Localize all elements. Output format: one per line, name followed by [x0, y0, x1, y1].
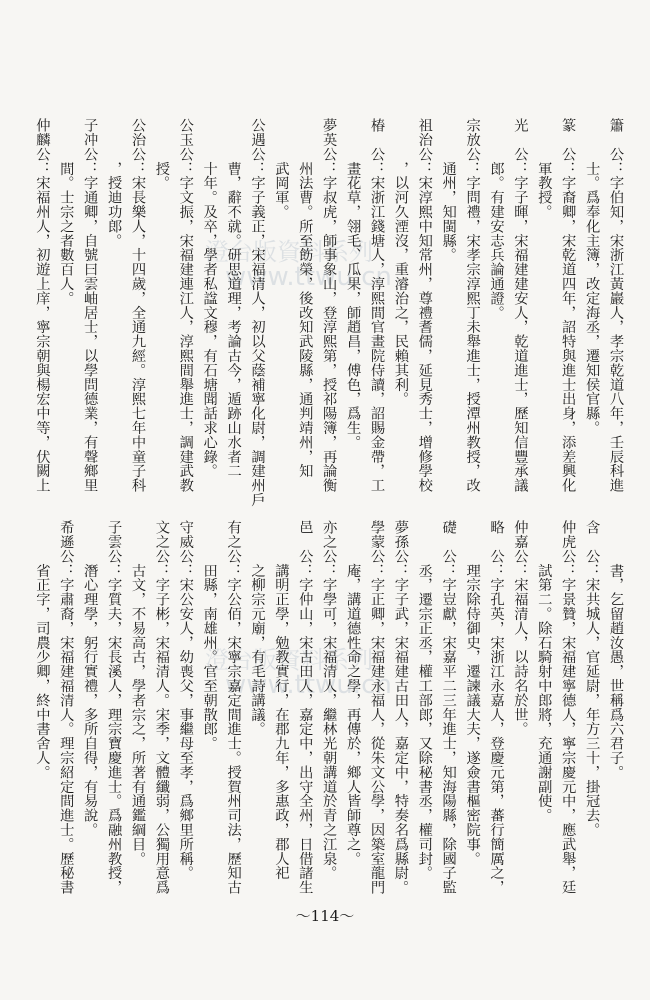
text-column: 士。爲奉化主簿，改定海丞，遷知侯官縣。: [584, 118, 601, 435]
text-column: 通州，知閩縣。: [440, 118, 457, 262]
watermark-url: www.ttwu.cn: [225, 670, 392, 700]
text-column: 學蒙公：字正卿，宋福建永福人，從朱文公學，因築室龍門: [369, 520, 385, 895]
text-column: 椿 公：宋浙江錢塘人，淳熙間官畫院侍讀，詔賜金帶，工: [369, 118, 385, 493]
text-column: ，以河久湮沒，重濬治之，民賴其利。: [392, 118, 409, 406]
text-column: 亦之公：字學可，宋福清人，繼林光朝講道於青之江泉。: [321, 520, 338, 880]
text-column: 間。士宗之者數百人。: [58, 118, 75, 306]
text-column: 十年。及卒，學者私諡文穆，有石塘聞話求心錄。: [201, 118, 218, 478]
page-number: ～114～: [295, 907, 355, 925]
text-column: 有之公：字公佰，宋寧宗嘉定間進士。授賀州司法，歷知古: [225, 520, 242, 895]
text-column: 祖治公：宋淳熙中知常州，尊禮耆儒，延見秀士，增修學校: [416, 118, 433, 493]
text-column: 講明正學，勉教實行，在郡九年，多惠政，郡人祀: [273, 520, 290, 880]
text-column: 丞，遷宗正丞，權工部郎，又除秘書丞，權司封。: [416, 520, 433, 880]
watermark-url: www.ttwu.cn: [225, 262, 392, 292]
text-column: 州法曹。所至飭榮，後改知武陵縣，通判靖州，知: [297, 118, 314, 478]
text-column: 軍教授。: [536, 118, 553, 219]
text-column: 略 公：字孔英，宋浙江永嘉人，登慶元第，蕃行簡厲之，: [488, 520, 505, 895]
text-column: 仲麟公：宋福州人，初遊上庠，寧宗朝與楊宏中等，伏闕上: [34, 118, 51, 493]
text-column: 省正字，司農少卿，終中書舍人。: [34, 520, 51, 780]
text-column: 理宗除侍御史，遷諫議大夫，遂僉書樞密院事。: [464, 520, 481, 866]
text-column: 畫花草，翎毛、瓜果，師趙昌，傅色，爲生。: [345, 118, 362, 450]
text-column: 仲嘉公：宋福清人，以詩名於世。: [512, 520, 529, 736]
text-column: 之柳宗元廟，有毛詩講議。: [249, 520, 266, 736]
text-column: 守威公：宋公安人，幼喪父，事繼母至孝，爲鄉里所稱。: [177, 520, 194, 880]
text-column: 夢孫公：字子武，宋福建古田人，嘉定中，特奏名爲縣尉。: [392, 520, 409, 895]
text-column: 夢英公：字叔虎，師事象山，登淳熙第，授祁陽簿，再論衡: [321, 118, 338, 493]
text-column: 礎 公：字豈獻，宋嘉平二三年進士，知海陽縣，除國子監: [440, 520, 457, 895]
text-column: 希遜公：字肅裔，宋福建福清人。理宗紹定間進士。歷秘書: [58, 520, 75, 895]
text-column: 公遇公：字子義正，宋福清人，初以父蔭補寧化尉，調建州戶: [249, 118, 266, 507]
watermark-text: 澄台版資料系列: [205, 238, 373, 266]
text-column: ，授迪功郎。: [106, 118, 123, 248]
text-column: 古文，不易高古，學者宗之，所著有通鑑綱目。: [130, 520, 146, 866]
text-column: 文之公：字子彬，宋福清人。宋季，文體纖弱，公獨用意爲: [153, 520, 170, 895]
text-column: 田縣，南雄州。官至朝散郎。: [201, 520, 218, 751]
text-column: 子冲公：字通卿，自號曰雲岫居士，以學問德業，有聲鄉里: [82, 118, 99, 493]
text-column: 曹，辭不就。研思道理，考論古今，遁跡山水者二: [225, 118, 242, 478]
text-column: 公治公：宋長樂人，十四歲，全通九經。淳熙七年中童子科: [130, 118, 146, 493]
text-column: 授。: [153, 118, 170, 190]
text-column: 篆 公：字裔卿，宋乾道四年，詔特與進士出身，添差興化: [560, 118, 577, 493]
text-column: 潛心理學，躬行實禮，多所自得，有易說。: [82, 520, 99, 837]
text-column: 郎。有建安志兵論通證。: [488, 118, 505, 320]
text-column: 光 公：字子暉，宋福建建安人，乾道進士，歷知信豐承議: [512, 118, 529, 493]
text-column: 書，乞留趙汝愚，世稱爲六君子。: [608, 520, 624, 780]
text-column: 武岡軍。: [273, 118, 290, 219]
text-column: 含 公：宋共城人，官延尉，年方三十，掛冠去。: [584, 520, 601, 837]
text-column: 宗放公：字問禮，宋孝宗淳熙丁未舉進士，授潭州教授，改: [464, 118, 481, 493]
text-column: 公玉公：字文振，宋福建連江人，淳熙間舉進士，調建武教: [177, 118, 194, 493]
watermark-text: 澄台版資料系列: [205, 646, 373, 674]
text-column: 簫 公：字伯知，宋浙江黃巖人，孝宗乾道八年，壬辰科進: [608, 118, 624, 493]
text-column: 試第二。除石騎射中郎將，充通謝副使。: [536, 520, 553, 823]
text-column: 子雲公：字質夫，宋長溪人，理宗寶慶進士。爲融州教授，: [106, 520, 123, 895]
text-column: 仲虎公：字景贊，宋福建寧德人，寧宗慶元中，應武舉，廷: [560, 520, 577, 895]
text-column: 邑 公：字仲山，宋古田人，嘉定中，出守全州，日借諸生: [297, 520, 314, 895]
text-column: 庵，講道德性命之學，再傳於，鄉人皆師尊之。: [345, 520, 362, 866]
